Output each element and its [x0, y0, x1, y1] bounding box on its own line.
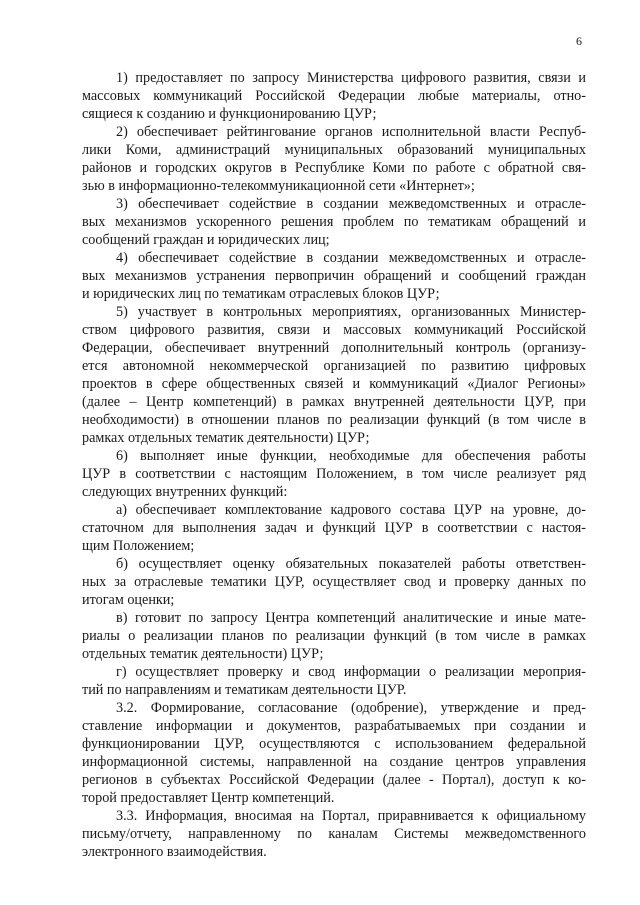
text-line: (далее – Центр компетенций) в рамках внутренней деятельности ЦУР, при: [82, 394, 586, 410]
body-text: [82, 69, 586, 861]
paragraph: [82, 303, 586, 447]
page-number: 6: [576, 34, 582, 48]
text-line: необходимости) в отношении планов по реализации функций (в том числе в: [82, 412, 586, 428]
text-line: лики Коми, администраций муниципальных образований муниципальных: [82, 142, 586, 158]
paragraph: [82, 663, 586, 699]
text-line: Федерации, обеспечивает внутренний дополнительный контроль (организу-: [82, 340, 586, 356]
text-line: ставление информации и документов, разрабатываемых при создании и: [82, 718, 586, 734]
text-line: 3) обеспечивает содействие в создании межведомственных и отрасле-: [116, 196, 586, 212]
text-line: 5) участвует в контрольных мероприятиях, организованных Министер-: [116, 304, 586, 320]
text-line: сящиеся к созданию и функционированию ЦУР;: [82, 106, 377, 122]
text-line: вых механизмов устранения первопричин обращений и сообщений граждан: [82, 268, 586, 284]
paragraph: [82, 69, 586, 123]
paragraph: [82, 555, 586, 609]
text-line: 4) обеспечивает содействие в создании межведомственных и отрасле-: [116, 250, 586, 266]
paragraph: [82, 447, 586, 501]
paragraph: [82, 249, 586, 303]
paragraph: [82, 609, 586, 663]
text-line: сообщений граждан и юридических лиц;: [82, 232, 330, 248]
text-line: риалы о реализации планов по реализации функций (в том числе в рамках: [82, 628, 586, 644]
text-line: рамках отдельных тематик деятельности) ЦУР;: [82, 430, 370, 446]
text-line: следующих внутренних функций:: [82, 484, 288, 500]
paragraph: [82, 123, 586, 195]
text-line: 3.3. Информация, вносимая на Портал, приравнивается к официальному: [116, 808, 586, 824]
text-line: торой предоставляет Центр компетенций.: [82, 790, 335, 806]
text-line: вых механизмов ускоренного решения проблем по тематикам обращений и: [82, 214, 586, 230]
text-line: статочном для выполнения задач и функций ЦУР в соответствии с настоя-: [82, 520, 586, 536]
text-line: ется автономной некоммерческой организацией по развитию цифровых: [82, 358, 586, 374]
text-line: 3.2. Формирование, согласование (одобрение), утверждение и пред-: [116, 700, 586, 716]
text-line: щим Положением;: [82, 538, 195, 554]
text-line: ных за отраслевые тематики ЦУР, осуществляет свод и проверку данных по: [82, 574, 586, 590]
text-line: а) обеспечивает комплектование кадрового состава ЦУР на уровне, до-: [116, 502, 586, 518]
text-line: регионов в субъектах Российской Федерации (далее - Портал), доступ к ко-: [82, 772, 586, 788]
text-line: г) осуществляет проверку и свод информации о реализации мероприя-: [116, 664, 586, 680]
text-line: в) готовит по запросу Центра компетенций аналитические и иные мате-: [116, 610, 586, 626]
paragraph: [82, 807, 586, 861]
text-line: 6) выполняет иные функции, необходимые для обеспечения работы: [116, 448, 586, 464]
text-line: ЦУР в соответствии с настоящим Положением, в том числе реализует ряд: [82, 466, 586, 482]
text-line: отдельных тематик деятельности) ЦУР;: [82, 646, 324, 662]
paragraph: [82, 195, 586, 249]
text-line: тий по направлениям и тематикам деятельности ЦУР.: [82, 682, 407, 698]
text-line: информационной системы, направленной на создание центров управления: [82, 754, 586, 770]
text-line: массовых коммуникаций Российской Федерации любые материалы, отно-: [82, 88, 586, 104]
text-line: итогам оценки;: [82, 592, 175, 608]
text-line: 2) обеспечивает рейтингование органов исполнительной власти Респуб-: [116, 124, 586, 140]
text-line: проектов в сфере общественных связей и коммуникаций «Диалог Регионы»: [82, 376, 586, 392]
text-line: районов и городских округов в Республике Коми по работе с обратной свя-: [82, 160, 586, 176]
text-line: б) осуществляет оценку обязательных показателей работы ответствен-: [116, 556, 586, 572]
text-line: 1) предоставляет по запросу Министерства цифрового развития, связи и: [116, 70, 586, 86]
text-line: ством цифрового развития, связи и массовых коммуникаций Российской: [82, 322, 586, 338]
paragraph: [82, 501, 586, 555]
text-line: электронного взаимодействия.: [82, 844, 267, 860]
text-line: и юридических лиц по тематикам отраслевых блоков ЦУР;: [82, 286, 440, 302]
text-line: функционировании ЦУР, осуществляются с использованием федеральной: [82, 736, 586, 752]
paragraph: [82, 699, 586, 807]
text-line: зью в информационно-телекоммуникационной сети «Интернет»;: [82, 178, 475, 194]
text-line: письму/отчету, направленному по каналам Системы межведомственного: [82, 826, 586, 842]
